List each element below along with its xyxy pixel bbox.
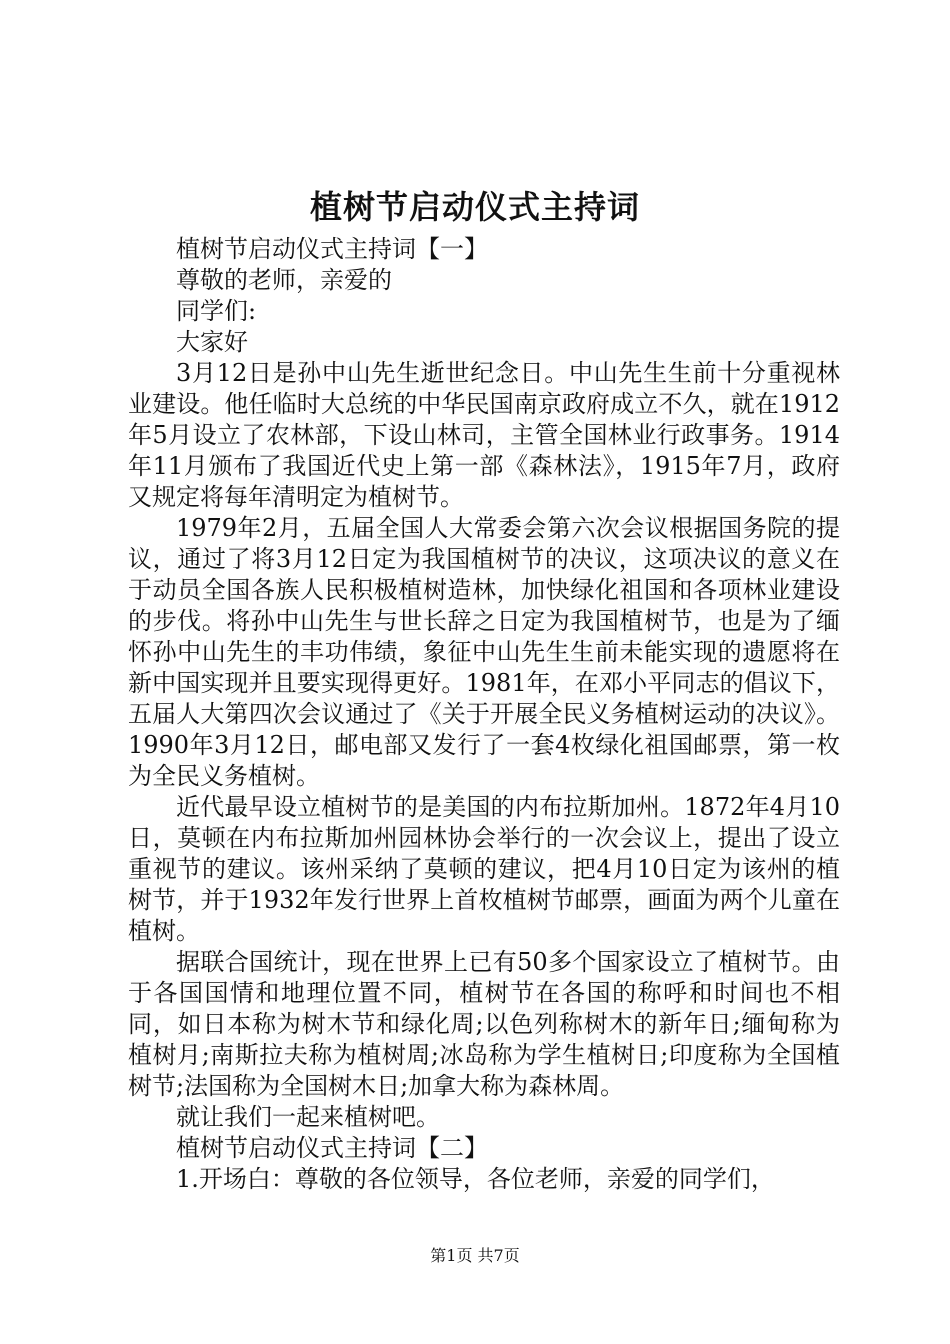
salutation-line-1: 尊敬的老师，亲爱的 (176, 266, 392, 294)
document-title: 植树节启动仪式主持词 (309, 188, 640, 226)
paragraph-history: 3月12日是孙中山先生逝世纪念日。中山先生生前十分重视林业建设。他任临时大总统的中华民国南京政府成立不久，就在1912年5月设立了农林部，下设山林司，主管全国林业行政事务。1914年11月颁布了我国近代史上第一部《森林法》，1915年7月，政府又规定将每年清明定为植树节。 (128, 359, 840, 511)
paragraph-un-statistics: 据联合国统计，现在世界上已有50多个国家设立了植树节。由于各国国情和地理位置不同，植树节在各国的称呼和时间也不相同，如日本称为树木节和绿化周;以色列称树木的新年日;缅甸称为植树月;南斯拉夫称为植树周;冰岛称为学生植树日;印度称为全国植树节;法国称为全国树木日;加拿大称为森林周。 (128, 948, 840, 1100)
section-heading-2: 植树节启动仪式主持词【二】 (176, 1134, 488, 1162)
section-heading-1: 植树节启动仪式主持词【一】 (176, 235, 488, 263)
paragraph-closing: 就让我们一起来植树吧。 (176, 1103, 440, 1131)
document-body (128, 234, 840, 1195)
salutation-line-2: 同学们: (176, 297, 257, 325)
greeting: 大家好 (176, 328, 248, 356)
paragraph-1979-resolution: 1979年2月，五届全国人大常委会第六次会议根据国务院的提议，通过了将3月12日定为我国植树节的决议，这项决议的意义在于动员全国各族人民积极植树造林，加快绿化祖国和各项林业建设的步伐。将孙中山先生与世长辞之日定为我国植树节，也是为了缅怀孙中山先生的丰功伟绩，象征中山先生生前未能实现的遗愿将在新中国实现并且要实现得更好。1981年，在邓小平同志的倡议下，五届人大第四次会议通过了《关于开展全民义务植树运动的决议》。1990年3月12日，邮电部又发行了一套4枚绿化祖国邮票，第一枚为全民义务植树。 (128, 514, 840, 790)
paragraph-opening: 1.开场白：尊敬的各位领导，各位老师，亲爱的同学们， (176, 1165, 775, 1193)
page-number: 第1页 共7页 (430, 1246, 520, 1265)
paragraph-nebraska: 近代最早设立植树节的是美国的内布拉斯加州。1872年4月10日，莫顿在内布拉斯加州园林协会举行的一次会议上，提出了设立重视节的建议。该州采纳了莫顿的建议，把4月10日定为该州的植树节，并于1932年发行世界上首枚植树节邮票，画面为两个儿童在植树。 (128, 793, 840, 945)
